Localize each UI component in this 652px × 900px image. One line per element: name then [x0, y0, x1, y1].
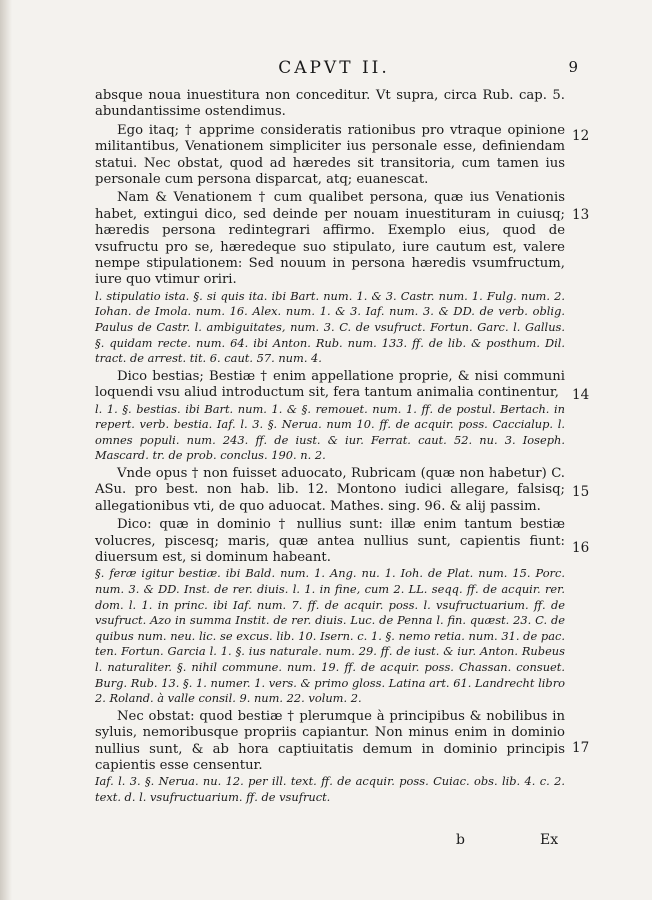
- signature-mark: b: [456, 832, 465, 848]
- text-paragraph: Nam & Venationem † cum qualibet persona, quæ ius Venationis habet, extingui dico, sed deinde per nouam inuestituram in cuiusq; hæredis persona redintegrari affirmo. Exemplo eius, quod de vsufructu pro se, hæredeque suo stipulato, iure cautum est, valere nempe stipulationem: Sed nouum in persona hæredis vsumfructum, iure quo vtimur oriri.: [95, 190, 565, 288]
- text-paragraph: Ego itaq; † apprime consideratis rationibus pro vtraque opinione militantibus, Venationem simpliciter ius personale esse, definiendam statui. Nec obstat, quod ad hæredes sit transitoria, cum tamen ius personale cum persona disparcat, atq; euanescat.: [95, 122, 565, 188]
- margin-number: 12: [572, 128, 590, 144]
- margin-number: 16: [572, 540, 590, 556]
- text-paragraph: Dico bestias; Bestiæ † enim appellatione proprie, & nisi communi loquendi vsu aliud introductum sit, fera tantum animalia continentur,: [95, 368, 565, 401]
- margin-number: 14: [572, 387, 590, 403]
- citation-paragraph: l. 1. §. bestias. ibi Bart. num. 1. & §. remouet. num. 1. ff. de postul. Bertach. in repert. verb. bestia. Iaf. l. 3. §. Nerua. num 10. ff. de acquir. poss. Caccialup. l. omnes populi. num. 243. ff. de iust. & iur. Ferrat. caut. 52. nu. 3. Ioseph. Mascard. tr. de prob. conclus. 190. n. 2.: [95, 401, 565, 463]
- citation-paragraph: Iaf. l. 3. §. Nerua. nu. 12. per ill. text. ff. de acquir. poss. Cuiac. obs. lib. 4. c. 2. text. d. l. vsufructuarium. ff. de vsufruct.: [95, 774, 565, 805]
- text-paragraph: Dico: quæ in dominio † nullius sunt: illæ enim tantum bestiæ volucres, piscesq; maris, quæ antea nullius sunt, capientis fiunt: diuersum est, si dominum habeant.: [95, 517, 565, 566]
- text-paragraph: Nec obstat: quod bestiæ † plerumque à principibus & nobilibus in syluis, nemoribusque propriis capiantur. Non minus enim in dominio nullius sunt, & ab hora captiuitatis demum in dominio principis capientis esse censentur.: [95, 708, 565, 774]
- citation-paragraph: §. feræ igitur bestiæ. ibi Bald. num. 1. Ang. nu. 1. Ioh. de Plat. num. 15. Porc. num. 3. & DD. Inst. de rer. diuis. l. 1. in fine, cum 2. LL. seqq. ff. de acquir. rer. dom. l. 1. in princ. ibi Iaf. num. 7. ff. de acquir. poss. l. vsufructuarium. ff. de vsufruct. Azo in summa Instit. de rer. diuis. Luc. de Penna l. fin. quæst. 23. C. de quibus num. neu. lic. se excus. lib. 10. Isern. c. 1. §. nemo retia. num. 31. de pac. ten. Fortun. Garcia l. 1. §. ius naturale. num. 29. ff. de iust. & iur. Anton. Rubeus l. naturaliter. §. nihil commune. num. 19. ff. de acquir. poss. Chassan. consuet. Burg. Rub. 13. §. 1. numer. 1. vers. & primo gloss. Latina art. 61. Landrecht libro 2. Roland. à valle consil. 9. num. 22. volum. 2.: [95, 566, 565, 706]
- text-paragraph: absque noua inuestitura non conceditur. Vt supra, circa Rub. cap. 5. abundantissime ostendimus.: [95, 88, 565, 120]
- page-number: 9: [568, 58, 578, 76]
- page-header: [0, 58, 652, 84]
- running-head: CAPVT II.: [278, 58, 390, 78]
- margin-number: 15: [572, 484, 590, 500]
- text-paragraph: Vnde opus † non fuisset aduocato, Rubricam (quæ non habetur) C. ASu. pro best. non hab. lib. 12. Montono iudici allegare, falsisq; allegationibus vti, de quo aduocat. Mathes. sing. 96. & alij passim.: [95, 466, 565, 514]
- margin-number: 17: [572, 740, 590, 756]
- citation-paragraph: l. stipulatio ista. §. si quis ita. ibi Bart. num. 1. & 3. Castr. num. 1. Fulg. num. 2. Iohan. de Imola. num. 16. Alex. num. 1. & 3. Iaf. num. 3. & DD. de verb. oblig. Paulus de Castr. l. ambiguitates, num. 3. C. de vsufruct. Fortun. Garc. l. Gallus. §. quidam recte. num. 64. ibi Anton. Rub. num. 133. ff. de lib. & posthum. Dil. tract. de arrest. tit. 6. caut. 57. num. 4.: [95, 288, 565, 366]
- page-gutter-shadow: [0, 0, 12, 900]
- catchword: Ex: [540, 832, 559, 848]
- body-text: [95, 88, 565, 806]
- margin-number: 13: [572, 207, 590, 223]
- page-footer: [0, 832, 652, 852]
